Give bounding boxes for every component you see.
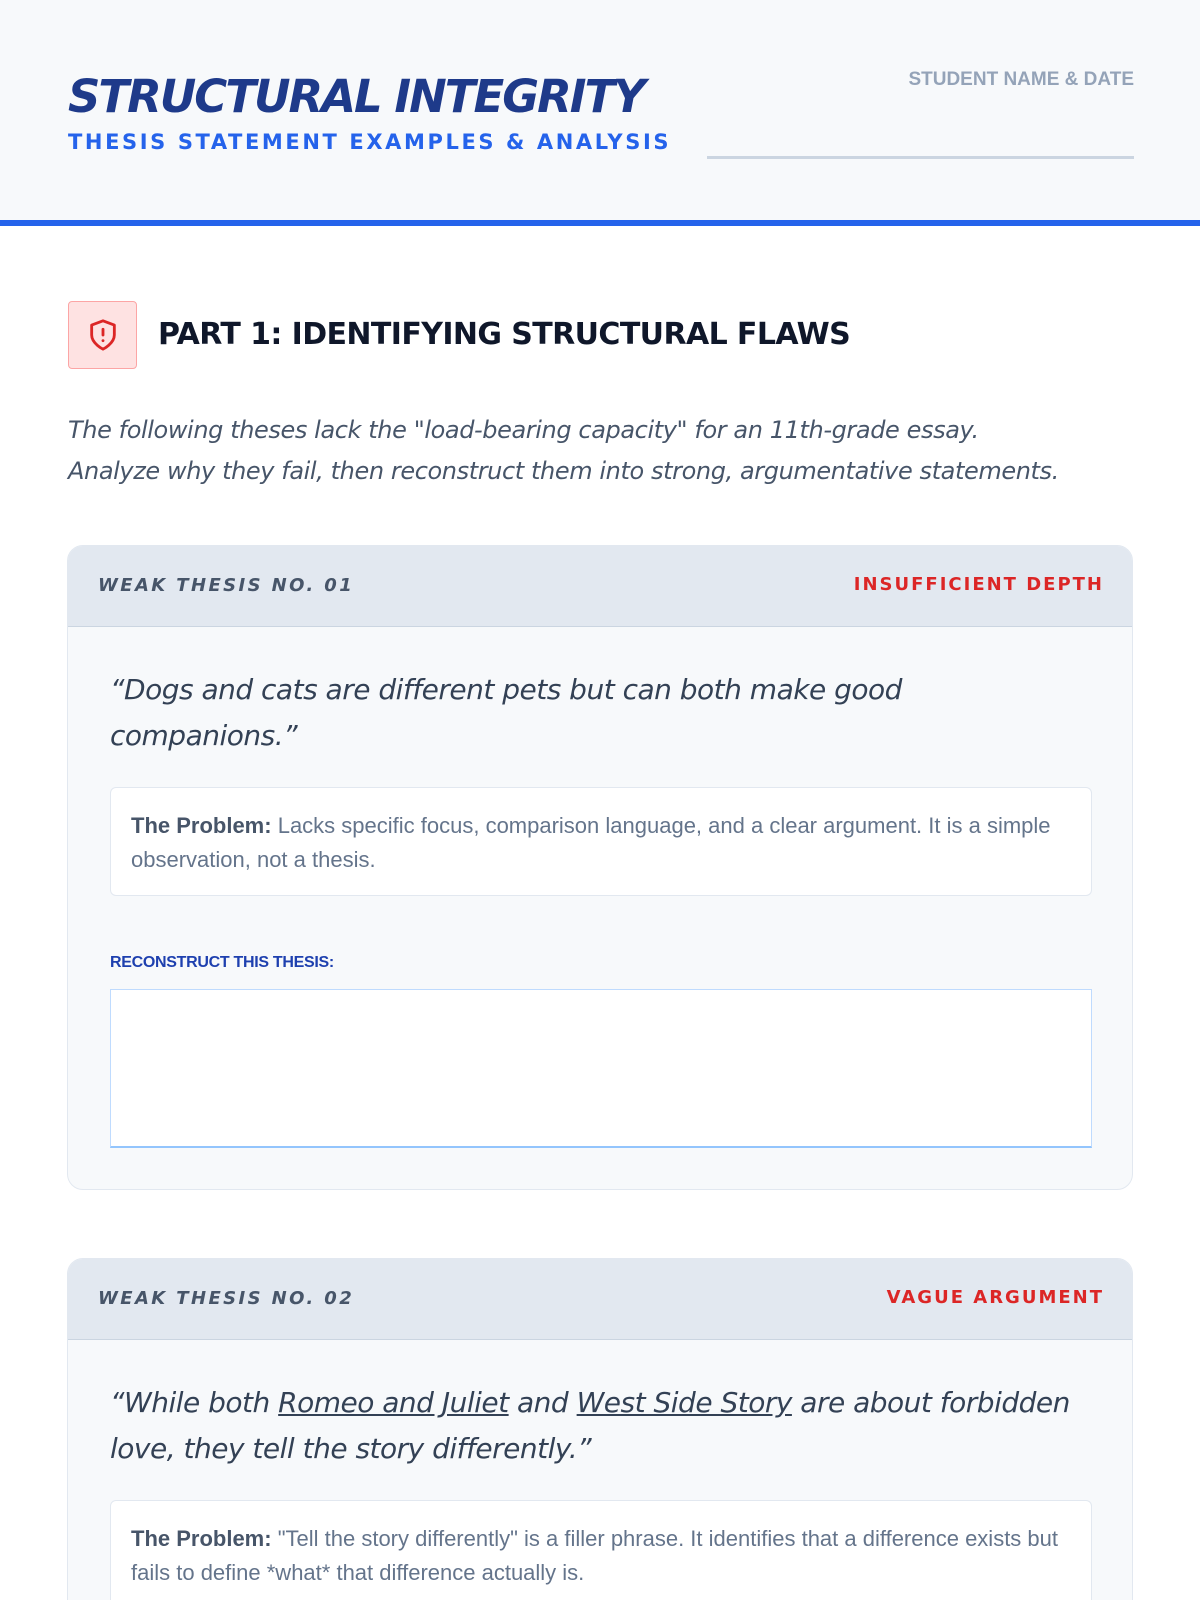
shield-alert-icon xyxy=(68,301,137,369)
quote-text: are about forbidden love, they tell the story differently.” xyxy=(110,1386,1070,1465)
work-title: Romeo and Juliet xyxy=(278,1386,509,1419)
problem-box xyxy=(110,1500,1092,1600)
problem-text: Lacks specific focus, comparison language, and a clear argument. It is a simple observation, not a thesis. xyxy=(131,813,1051,872)
page-title: STRUCTURAL INTEGRITY xyxy=(68,70,644,123)
intro-line-1: The following theses lack the "load-bearing capacity" for an 11th-grade essay. xyxy=(68,416,979,444)
student-name-date-label: STUDENT NAME & DATE xyxy=(908,69,1134,90)
weak-thesis-quote xyxy=(110,1380,1070,1472)
weak-thesis-card-02 xyxy=(67,1258,1133,1600)
work-title: West Side Story xyxy=(576,1386,792,1419)
problem-label: The Problem: xyxy=(131,813,272,838)
student-name-date-line[interactable] xyxy=(707,156,1134,159)
quote-text: “While both xyxy=(110,1386,279,1419)
worksheet-header xyxy=(0,0,1200,226)
card-header xyxy=(68,546,1132,627)
quote-text: and xyxy=(508,1386,577,1419)
weak-thesis-quote: “Dogs and cats are different pets but can both make good companions.” xyxy=(110,673,902,752)
problem-box xyxy=(110,787,1092,896)
part-1-intro xyxy=(68,410,1158,492)
intro-line-2: Analyze why they fail, then reconstruct them into strong, argumentative statements. xyxy=(68,457,1059,485)
flaw-tag: INSUFFICIENT DEPTH xyxy=(853,574,1104,595)
page-subtitle: THESIS STATEMENT EXAMPLES & ANALYSIS xyxy=(68,130,672,154)
problem-label: The Problem: xyxy=(131,1526,272,1551)
part-1-heading xyxy=(68,301,1132,369)
part-1-title: PART 1: IDENTIFYING STRUCTURAL FLAWS xyxy=(158,317,851,352)
problem-text: "Tell the story differently" is a filler phrase. It identifies that a difference exists but fails to define *what* that difference actually is. xyxy=(131,1526,1059,1585)
card-label: WEAK THESIS NO. 02 xyxy=(98,1288,355,1309)
reconstruct-label: RECONSTRUCT THIS THESIS: xyxy=(110,954,334,971)
reconstruct-thesis-input[interactable] xyxy=(110,989,1092,1148)
card-header xyxy=(68,1259,1132,1340)
weak-thesis-card-01 xyxy=(67,545,1133,1190)
flaw-tag: VAGUE ARGUMENT xyxy=(886,1287,1104,1308)
card-label: WEAK THESIS NO. 01 xyxy=(98,575,355,596)
